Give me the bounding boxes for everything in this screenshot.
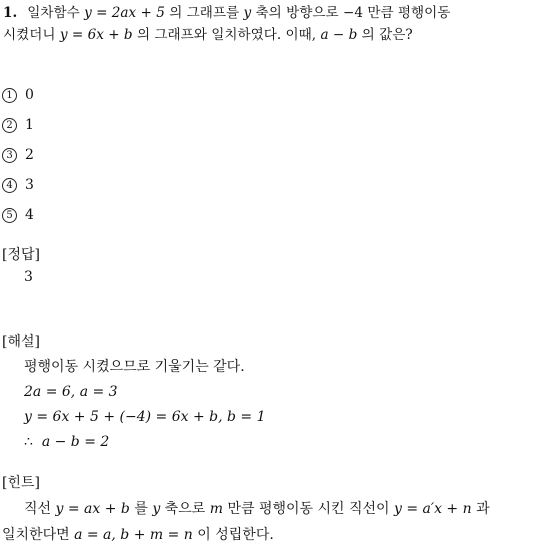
hint-text: 만큼 평행이동 시킨 직선이 bbox=[223, 501, 395, 517]
choice-1[interactable] bbox=[2, 80, 535, 110]
choice-4[interactable] bbox=[2, 170, 535, 200]
math-expression: a = a, b + m = n bbox=[74, 527, 193, 543]
choice-2[interactable] bbox=[2, 110, 535, 140]
choice-number-circle: 5 bbox=[2, 208, 17, 223]
explanation-section bbox=[2, 330, 535, 455]
question-text: 만큼 평행이동 bbox=[363, 5, 451, 21]
math-expression: y bbox=[243, 5, 252, 21]
choice-number-circle: 3 bbox=[2, 148, 17, 163]
explanation-equation-2: y = 6x + 5 + (−4) = 6x + b, b = 1 bbox=[24, 409, 266, 425]
hint-line-1 bbox=[2, 496, 535, 522]
math-expression: y = a′x + n bbox=[394, 501, 472, 517]
hint-text: 를 bbox=[129, 501, 153, 517]
math-expression: y = 2ax + 5 bbox=[84, 5, 165, 21]
hint-text: 직선 bbox=[24, 501, 56, 517]
question-text: 일차함수 bbox=[27, 5, 85, 21]
hint-line-2 bbox=[2, 522, 535, 548]
math-expression: a − b bbox=[320, 27, 358, 43]
choice-number-circle: 1 bbox=[2, 88, 17, 103]
math-expression: y = ax + b bbox=[55, 501, 130, 517]
choice-number-circle: 4 bbox=[2, 178, 17, 193]
choices-list bbox=[2, 80, 535, 230]
explanation-equation-1: 2a = 6, a = 3 bbox=[24, 384, 118, 400]
math-expression: y = 6x + b bbox=[59, 27, 133, 43]
math-expression: a − b = 2 bbox=[41, 434, 110, 450]
question-line-1 bbox=[3, 2, 533, 24]
math-expression: m bbox=[209, 501, 223, 517]
choice-value: 0 bbox=[25, 87, 34, 103]
question-text: 의 값은? bbox=[357, 27, 413, 43]
choice-value: 4 bbox=[25, 207, 34, 223]
therefore-symbol: ∴ bbox=[24, 434, 33, 450]
math-expression: y bbox=[152, 501, 161, 517]
hint-text: 축으로 bbox=[160, 501, 210, 517]
math-expression: −4 bbox=[342, 5, 363, 21]
choice-value: 1 bbox=[25, 117, 34, 133]
question-line-2 bbox=[3, 24, 533, 46]
question-text: 의 그래프와 일치하였다. 이때, bbox=[132, 27, 321, 43]
answer-section bbox=[2, 244, 535, 288]
explanation-label: [해설] bbox=[2, 334, 40, 350]
question-text: 축의 방향으로 bbox=[251, 5, 343, 21]
question-text: 의 그래프를 bbox=[164, 5, 244, 21]
hint-text: 일치한다면 bbox=[2, 527, 75, 543]
question-text: 시켰더니 bbox=[3, 27, 60, 43]
hint-label: [힌트] bbox=[2, 475, 40, 491]
explanation-equation-3 bbox=[2, 430, 535, 455]
answer-value: 3 bbox=[24, 269, 33, 285]
hint-text: 과 bbox=[471, 501, 490, 517]
choice-5[interactable] bbox=[2, 200, 535, 230]
explanation-text: 평행이동 시켰으므로 기울기는 같다. bbox=[24, 359, 245, 375]
answer-label: [정답] bbox=[2, 247, 40, 263]
choice-value: 2 bbox=[25, 147, 34, 163]
choice-value: 3 bbox=[25, 177, 34, 193]
choice-3[interactable] bbox=[2, 140, 535, 170]
question-number: 1. bbox=[3, 5, 18, 21]
hint-section bbox=[2, 470, 535, 548]
hint-text: 이 성립한다. bbox=[192, 527, 274, 543]
choice-number-circle: 2 bbox=[2, 118, 17, 133]
question bbox=[3, 2, 533, 46]
